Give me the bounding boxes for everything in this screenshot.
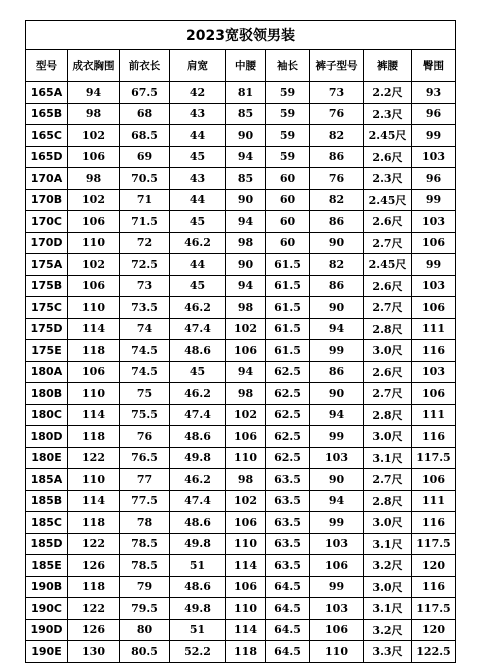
- table-cell: 44: [170, 125, 226, 147]
- table-cell: 76.5: [120, 447, 170, 469]
- model-cell: 185E: [26, 555, 68, 577]
- table-row: [26, 490, 456, 512]
- table-cell: 85: [226, 103, 266, 125]
- table-cell: 2.2尺: [364, 82, 412, 104]
- table-cell: 90: [226, 125, 266, 147]
- table-cell: 126: [68, 555, 120, 577]
- table-cell: 102: [226, 318, 266, 340]
- table-cell: 2.6尺: [364, 146, 412, 168]
- table-row: [26, 125, 456, 147]
- table-cell: 62.5: [266, 361, 310, 383]
- model-cell: 170C: [26, 211, 68, 233]
- table-cell: 46.2: [170, 469, 226, 491]
- table-cell: 117.5: [412, 598, 456, 620]
- table-cell: 106: [68, 211, 120, 233]
- table-cell: 2.8尺: [364, 490, 412, 512]
- table-row: [26, 555, 456, 577]
- model-cell: 180E: [26, 447, 68, 469]
- table-cell: 94: [226, 211, 266, 233]
- size-chart: [25, 20, 455, 663]
- table-cell: 103: [412, 146, 456, 168]
- table-cell: 3.1尺: [364, 598, 412, 620]
- table-cell: 110: [68, 469, 120, 491]
- table-cell: 96: [412, 168, 456, 190]
- model-cell: 165B: [26, 103, 68, 125]
- model-cell: 185C: [26, 512, 68, 534]
- table-row: [26, 404, 456, 426]
- table-row: [26, 426, 456, 448]
- model-cell: 165A: [26, 82, 68, 104]
- table-row: [26, 254, 456, 276]
- table-cell: 71: [120, 189, 170, 211]
- table-cell: 94: [226, 361, 266, 383]
- model-cell: 175B: [26, 275, 68, 297]
- table-cell: 45: [170, 146, 226, 168]
- header-cell: 前衣长: [120, 50, 170, 82]
- table-cell: 110: [226, 533, 266, 555]
- table-cell: 106: [68, 146, 120, 168]
- table-cell: 118: [68, 426, 120, 448]
- table-cell: 106: [226, 576, 266, 598]
- table-cell: 106: [68, 275, 120, 297]
- table-cell: 116: [412, 340, 456, 362]
- table-cell: 82: [310, 189, 364, 211]
- model-cell: 165C: [26, 125, 68, 147]
- table-cell: 42: [170, 82, 226, 104]
- model-cell: 190C: [26, 598, 68, 620]
- table-cell: 110: [68, 297, 120, 319]
- table-cell: 106: [412, 232, 456, 254]
- table-cell: 59: [266, 82, 310, 104]
- table-cell: 94: [68, 82, 120, 104]
- table-cell: 118: [226, 641, 266, 663]
- table-row: [26, 103, 456, 125]
- table-cell: 120: [412, 555, 456, 577]
- table-cell: 117.5: [412, 533, 456, 555]
- table-cell: 2.8尺: [364, 404, 412, 426]
- model-cell: 180D: [26, 426, 68, 448]
- table-cell: 98: [68, 103, 120, 125]
- table-cell: 86: [310, 146, 364, 168]
- table-cell: 61.5: [266, 275, 310, 297]
- model-cell: 175D: [26, 318, 68, 340]
- table-cell: 106: [68, 361, 120, 383]
- table-cell: 73: [310, 82, 364, 104]
- table-cell: 72.5: [120, 254, 170, 276]
- table-cell: 79: [120, 576, 170, 598]
- table-cell: 118: [68, 512, 120, 534]
- table-cell: 45: [170, 211, 226, 233]
- table-title: 2023宽驳领男装: [26, 21, 456, 50]
- table-cell: 78.5: [120, 555, 170, 577]
- table-cell: 73: [120, 275, 170, 297]
- header-cell: 中腰: [226, 50, 266, 82]
- table-cell: 118: [68, 340, 120, 362]
- table-row: [26, 533, 456, 555]
- model-cell: 185D: [26, 533, 68, 555]
- table-cell: 61.5: [266, 297, 310, 319]
- table-cell: 59: [266, 125, 310, 147]
- table-row: [26, 469, 456, 491]
- table-cell: 81: [226, 82, 266, 104]
- table-cell: 93: [412, 82, 456, 104]
- table-cell: 111: [412, 318, 456, 340]
- table-cell: 68.5: [120, 125, 170, 147]
- model-cell: 180B: [26, 383, 68, 405]
- table-cell: 59: [266, 146, 310, 168]
- table-cell: 98: [226, 469, 266, 491]
- table-row: [26, 318, 456, 340]
- table-cell: 102: [68, 125, 120, 147]
- table-cell: 63.5: [266, 555, 310, 577]
- table-cell: 61.5: [266, 318, 310, 340]
- table-cell: 73.5: [120, 297, 170, 319]
- table-cell: 110: [310, 641, 364, 663]
- table-cell: 106: [310, 619, 364, 641]
- table-cell: 3.0尺: [364, 512, 412, 534]
- table-cell: 3.0尺: [364, 340, 412, 362]
- table-cell: 106: [226, 340, 266, 362]
- table-cell: 98: [68, 168, 120, 190]
- table-row: [26, 168, 456, 190]
- table-cell: 103: [412, 211, 456, 233]
- table-cell: 61.5: [266, 340, 310, 362]
- header-cell: 裤腰: [364, 50, 412, 82]
- table-row: [26, 189, 456, 211]
- table-cell: 48.6: [170, 426, 226, 448]
- model-cell: 170D: [26, 232, 68, 254]
- table-cell: 86: [310, 275, 364, 297]
- table-cell: 47.4: [170, 404, 226, 426]
- table-cell: 99: [310, 576, 364, 598]
- table-cell: 114: [68, 404, 120, 426]
- model-cell: 190D: [26, 619, 68, 641]
- table-cell: 114: [226, 619, 266, 641]
- table-cell: 116: [412, 426, 456, 448]
- table-row: [26, 361, 456, 383]
- table-cell: 44: [170, 254, 226, 276]
- table-cell: 99: [310, 340, 364, 362]
- table-row: [26, 598, 456, 620]
- table-cell: 3.2尺: [364, 555, 412, 577]
- table-cell: 2.45尺: [364, 254, 412, 276]
- table-cell: 96: [412, 103, 456, 125]
- table-cell: 82: [310, 254, 364, 276]
- model-cell: 190B: [26, 576, 68, 598]
- table-row: [26, 619, 456, 641]
- model-cell: 170A: [26, 168, 68, 190]
- table-cell: 68: [120, 103, 170, 125]
- table-cell: 51: [170, 555, 226, 577]
- table-cell: 78.5: [120, 533, 170, 555]
- table-cell: 3.1尺: [364, 447, 412, 469]
- table-cell: 90: [310, 469, 364, 491]
- table-cell: 98: [226, 383, 266, 405]
- table-cell: 63.5: [266, 512, 310, 534]
- table-cell: 98: [226, 297, 266, 319]
- table-cell: 2.7尺: [364, 297, 412, 319]
- table-cell: 74.5: [120, 340, 170, 362]
- header-cell: 裤子型号: [310, 50, 364, 82]
- model-cell: 175E: [26, 340, 68, 362]
- table-cell: 49.8: [170, 598, 226, 620]
- table-cell: 2.6尺: [364, 361, 412, 383]
- title-row: [26, 21, 456, 50]
- table-cell: 46.2: [170, 383, 226, 405]
- table-cell: 60: [266, 232, 310, 254]
- table-cell: 116: [412, 576, 456, 598]
- table-cell: 48.6: [170, 512, 226, 534]
- table-cell: 111: [412, 404, 456, 426]
- table-cell: 3.2尺: [364, 619, 412, 641]
- table-cell: 102: [226, 490, 266, 512]
- table-cell: 47.4: [170, 318, 226, 340]
- table-cell: 118: [68, 576, 120, 598]
- table-cell: 47.4: [170, 490, 226, 512]
- table-row: [26, 383, 456, 405]
- table-cell: 2.6尺: [364, 211, 412, 233]
- header-cell: 肩宽: [170, 50, 226, 82]
- table-cell: 99: [412, 189, 456, 211]
- table-cell: 76: [120, 426, 170, 448]
- table-cell: 117.5: [412, 447, 456, 469]
- table-cell: 75: [120, 383, 170, 405]
- table-cell: 2.7尺: [364, 469, 412, 491]
- table-cell: 2.3尺: [364, 103, 412, 125]
- table-row: [26, 82, 456, 104]
- table-cell: 75.5: [120, 404, 170, 426]
- table-cell: 2.8尺: [364, 318, 412, 340]
- model-cell: 175A: [26, 254, 68, 276]
- table-cell: 102: [226, 404, 266, 426]
- table-cell: 62.5: [266, 447, 310, 469]
- table-cell: 99: [412, 125, 456, 147]
- table-cell: 70.5: [120, 168, 170, 190]
- table-cell: 74: [120, 318, 170, 340]
- table-cell: 103: [310, 598, 364, 620]
- table-cell: 114: [226, 555, 266, 577]
- table-cell: 94: [226, 146, 266, 168]
- table-cell: 62.5: [266, 426, 310, 448]
- table-cell: 106: [412, 383, 456, 405]
- table-cell: 94: [310, 404, 364, 426]
- table-cell: 77.5: [120, 490, 170, 512]
- table-cell: 99: [310, 426, 364, 448]
- table-cell: 3.1尺: [364, 533, 412, 555]
- table-cell: 106: [226, 512, 266, 534]
- table-cell: 102: [68, 189, 120, 211]
- table-cell: 90: [226, 254, 266, 276]
- table-cell: 64.5: [266, 576, 310, 598]
- table-cell: 94: [310, 318, 364, 340]
- table-cell: 76: [310, 103, 364, 125]
- table-cell: 80.5: [120, 641, 170, 663]
- table-cell: 45: [170, 361, 226, 383]
- table-cell: 71.5: [120, 211, 170, 233]
- table-cell: 49.8: [170, 533, 226, 555]
- table-cell: 2.45尺: [364, 189, 412, 211]
- table-cell: 103: [412, 361, 456, 383]
- table-cell: 106: [412, 469, 456, 491]
- table-cell: 64.5: [266, 641, 310, 663]
- model-cell: 180A: [26, 361, 68, 383]
- table-cell: 99: [412, 254, 456, 276]
- table-cell: 2.7尺: [364, 383, 412, 405]
- table-row: [26, 232, 456, 254]
- table-cell: 63.5: [266, 533, 310, 555]
- table-cell: 114: [68, 490, 120, 512]
- header-cell: 臀围: [412, 50, 456, 82]
- table-cell: 2.7尺: [364, 232, 412, 254]
- table-cell: 51: [170, 619, 226, 641]
- table-cell: 110: [68, 383, 120, 405]
- table-row: [26, 275, 456, 297]
- table-row: [26, 576, 456, 598]
- table-cell: 44: [170, 189, 226, 211]
- table-cell: 90: [226, 189, 266, 211]
- table-cell: 60: [266, 211, 310, 233]
- table-cell: 98: [226, 232, 266, 254]
- table-cell: 80: [120, 619, 170, 641]
- table-cell: 45: [170, 275, 226, 297]
- table-cell: 90: [310, 232, 364, 254]
- table-cell: 77: [120, 469, 170, 491]
- table-cell: 79.5: [120, 598, 170, 620]
- model-cell: 175C: [26, 297, 68, 319]
- table-cell: 82: [310, 125, 364, 147]
- table-cell: 122: [68, 533, 120, 555]
- header-row: [26, 50, 456, 82]
- model-cell: 190E: [26, 641, 68, 663]
- table-cell: 110: [68, 232, 120, 254]
- table-cell: 2.6尺: [364, 275, 412, 297]
- table-cell: 61.5: [266, 254, 310, 276]
- table-cell: 106: [226, 426, 266, 448]
- table-row: [26, 447, 456, 469]
- table-row: [26, 211, 456, 233]
- table-row: [26, 641, 456, 663]
- table-cell: 122: [68, 598, 120, 620]
- table-cell: 86: [310, 211, 364, 233]
- table-cell: 120: [412, 619, 456, 641]
- model-cell: 185A: [26, 469, 68, 491]
- table-cell: 126: [68, 619, 120, 641]
- model-cell: 185B: [26, 490, 68, 512]
- table-cell: 106: [412, 297, 456, 319]
- table-row: [26, 297, 456, 319]
- model-cell: 180C: [26, 404, 68, 426]
- table-cell: 62.5: [266, 383, 310, 405]
- table-cell: 62.5: [266, 404, 310, 426]
- table-cell: 72: [120, 232, 170, 254]
- table-cell: 46.2: [170, 232, 226, 254]
- table-cell: 2.3尺: [364, 168, 412, 190]
- table-cell: 122: [68, 447, 120, 469]
- table-cell: 67.5: [120, 82, 170, 104]
- table-cell: 43: [170, 168, 226, 190]
- table-cell: 69: [120, 146, 170, 168]
- table-cell: 130: [68, 641, 120, 663]
- table-cell: 52.2: [170, 641, 226, 663]
- table-cell: 103: [310, 533, 364, 555]
- table-cell: 76: [310, 168, 364, 190]
- table-cell: 46.2: [170, 297, 226, 319]
- table-cell: 3.3尺: [364, 641, 412, 663]
- header-cell: 成衣胸围: [68, 50, 120, 82]
- model-cell: 170B: [26, 189, 68, 211]
- table-cell: 43: [170, 103, 226, 125]
- table-cell: 78: [120, 512, 170, 534]
- table-cell: 64.5: [266, 619, 310, 641]
- header-cell: 袖长: [266, 50, 310, 82]
- table-cell: 85: [226, 168, 266, 190]
- size-table: [25, 20, 456, 663]
- table-cell: 94: [310, 490, 364, 512]
- table-row: [26, 512, 456, 534]
- table-cell: 90: [310, 297, 364, 319]
- header-cell: 型号: [26, 50, 68, 82]
- table-cell: 86: [310, 361, 364, 383]
- table-cell: 110: [226, 447, 266, 469]
- table-cell: 103: [412, 275, 456, 297]
- table-cell: 74.5: [120, 361, 170, 383]
- table-cell: 2.45尺: [364, 125, 412, 147]
- table-cell: 90: [310, 383, 364, 405]
- table-cell: 99: [310, 512, 364, 534]
- table-cell: 106: [310, 555, 364, 577]
- table-cell: 49.8: [170, 447, 226, 469]
- table-cell: 48.6: [170, 576, 226, 598]
- table-row: [26, 146, 456, 168]
- table-cell: 64.5: [266, 598, 310, 620]
- table-cell: 94: [226, 275, 266, 297]
- model-cell: 165D: [26, 146, 68, 168]
- table-cell: 103: [310, 447, 364, 469]
- table-cell: 60: [266, 189, 310, 211]
- table-cell: 114: [68, 318, 120, 340]
- table-cell: 110: [226, 598, 266, 620]
- table-row: [26, 340, 456, 362]
- table-cell: 122.5: [412, 641, 456, 663]
- table-cell: 63.5: [266, 469, 310, 491]
- table-cell: 3.0尺: [364, 426, 412, 448]
- table-cell: 59: [266, 103, 310, 125]
- table-cell: 111: [412, 490, 456, 512]
- table-cell: 3.0尺: [364, 576, 412, 598]
- table-cell: 48.6: [170, 340, 226, 362]
- table-cell: 116: [412, 512, 456, 534]
- table-cell: 60: [266, 168, 310, 190]
- table-cell: 63.5: [266, 490, 310, 512]
- table-cell: 102: [68, 254, 120, 276]
